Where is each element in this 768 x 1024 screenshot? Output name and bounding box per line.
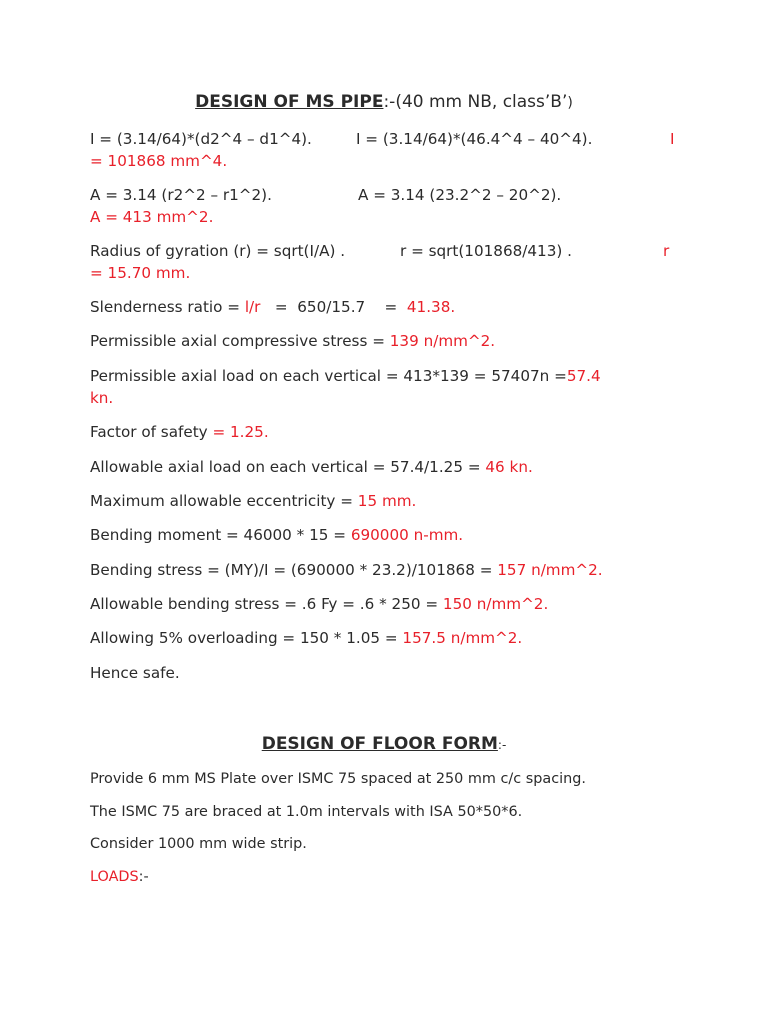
area-formula: A = 3.14 (r2^2 – r1^2). — [90, 186, 272, 204]
bending-moment-label: Bending moment = 46000 * 15 = — [90, 526, 351, 544]
overloading-line — [90, 627, 690, 649]
bending-stress-value: 157 n/mm^2. — [497, 561, 603, 579]
allowable-bending-value: 150 n/mm^2. — [442, 595, 549, 613]
loads-suffix: :- — [138, 869, 149, 885]
axial-load-unit: kn. — [90, 389, 114, 407]
axial-load-label: Permissible axial load on each vertical = 413*139 = 57407n = — [90, 367, 567, 385]
floor-line-2: The ISMC 75 are braced at 1.0m intervals with ISA 50*50*6. — [90, 804, 523, 820]
allowable-bending-label: Allowable bending stress = .6 Fy = .6 * 250 = — [90, 595, 443, 613]
heading-floor-form-bold: DESIGN OF FLOOR FORM — [261, 734, 498, 754]
overloading-value: 157.5 n/mm^2. — [402, 629, 523, 647]
safety-line — [90, 421, 690, 443]
bending-stress-label: Bending stress = (MY)/I = (690000 * 23.2)/101868 = — [90, 561, 498, 579]
gyration-substitution: r = sqrt(101868/413) . — [400, 242, 572, 260]
compressive-stress-value: 139 n/mm^2. — [389, 332, 496, 350]
heading-ms-pipe-bold: DESIGN OF MS PIPE — [195, 92, 384, 112]
axial-load-value: 57.4 — [566, 367, 601, 385]
eccentricity-value: 15 mm. — [357, 492, 417, 510]
slenderness-label: Slenderness ratio = — [90, 298, 245, 316]
slenderness-middle: = 650/15.7 = — [260, 298, 407, 316]
loads-label: LOADS — [90, 869, 139, 885]
compressive-stress-line — [90, 330, 690, 352]
bending-moment-value: 690000 n-mm. — [350, 526, 464, 544]
allowable-bending-line — [90, 593, 690, 615]
area-result: A = 413 mm^2. — [90, 208, 214, 226]
heading-ms-pipe-close: ) — [567, 95, 573, 111]
eccentricity-label: Maximum allowable eccentricity = — [90, 492, 358, 510]
allowable-load-line — [90, 456, 690, 478]
compressive-stress-label: Permissible axial compressive stress = — [90, 332, 390, 350]
axial-load-line — [90, 365, 690, 387]
safety-label: Factor of safety — [90, 423, 213, 441]
eccentricity-line — [90, 490, 690, 512]
moment-substitution: I = (3.14/64)*(46.4^4 – 40^4). — [356, 130, 593, 148]
slenderness-value: 41.38. — [406, 298, 456, 316]
loads-line — [90, 866, 690, 888]
floor-line-3: Consider 1000 mm wide strip. — [90, 836, 307, 852]
moment-result-symbol: I — [670, 130, 675, 148]
floor-line-1: Provide 6 mm MS Plate over ISMC 75 spaced at 250 mm c/c spacing. — [90, 771, 586, 787]
moment-result-value: = 101868 mm^4. — [90, 152, 228, 170]
heading-ms-pipe — [0, 91, 768, 114]
heading-floor-form-rest: :- — [497, 738, 507, 752]
bending-moment-line — [90, 524, 690, 546]
overloading-label: Allowing 5% overloading = 150 * 1.05 = — [90, 629, 403, 647]
slenderness-line — [90, 296, 690, 318]
bending-stress-line — [90, 559, 690, 581]
area-substitution: A = 3.14 (23.2^2 – 20^2). — [358, 186, 562, 204]
moment-formula: I = (3.14/64)*(d2^4 – d1^4). — [90, 130, 312, 148]
conclusion-text: Hence safe. — [90, 664, 180, 682]
allowable-load-value: 46 kn. — [485, 458, 533, 476]
gyration-formula: Radius of gyration (r) = sqrt(I/A) . — [90, 242, 346, 260]
gyration-result-value: = 15.70 mm. — [90, 264, 191, 282]
allowable-load-label: Allowable axial load on each vertical = 57.4/1.25 = — [90, 458, 486, 476]
slenderness-ratio: l/r — [244, 298, 261, 316]
heading-ms-pipe-rest: :-(40 mm NB, class’B’ — [383, 92, 568, 112]
heading-floor-form — [0, 733, 768, 756]
gyration-result-symbol: r — [663, 242, 670, 260]
safety-value: = 1.25. — [212, 423, 269, 441]
